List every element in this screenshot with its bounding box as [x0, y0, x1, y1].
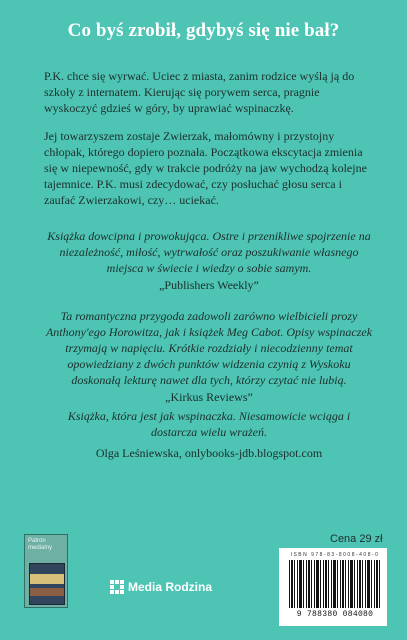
- blurb-paragraph-2: Jej towarzyszem zostaje Zwierzak, małomówny i przystojny chłopak, którego dopiero poznała. Początkowa ekscytacja zmienia się w niepewność, gdy w trakcie podróży na jaw wychodzą kolejne tajemnice. P.K. musi zdecydować, czy posłuchać głosu serca i zaufać Zwierzakowi, czy… uciekać.: [44, 129, 367, 207]
- review-quote-1: [44, 228, 374, 293]
- patron-magazine-image: [29, 563, 65, 605]
- blurb-paragraph-1: P.K. chce się wyrwać. Uciec z miasta, zanim rodzice wyślą ją do szkoły z internatem. Kierując się porywem serca, pragnie wyskoczyć gdzieś w góry, by uprawiać wspinaczkę.: [44, 69, 355, 115]
- publisher-logo: [110, 580, 212, 594]
- review-quote-2-source: „Kirkus Reviews”: [165, 390, 253, 404]
- cover-tagline: Co byś zrobił, gdybyś się nie bał?: [67, 20, 340, 41]
- review-quote-2-text: Ta romantyczna przygoda zadowoli zarówno wielbicieli prozy Anthony'ego Horowitza, jak i książek Meg Cabot. Opisy wspinaczek trzymają w napięciu. Krótkie rozdziały i niecodzienny temat opowiedziany z dwóch punktów widzenia czynią z Wyskoku doskonałą lekturę nawet dla tych, którzy czytać nie lubią.: [45, 309, 373, 387]
- review-quote-3-source: Olga Leśniewska, onlybooks-jdb.blogspot.com: [95, 446, 323, 460]
- media-patron-label: Patron medialny: [28, 538, 53, 551]
- barcode-number: 9 788380 084080: [296, 610, 374, 619]
- isbn-barcode: [279, 548, 387, 626]
- media-patron-badge: [24, 534, 68, 608]
- review-quote-3-text: Książka, która jest jak wspinaczka. Niesamowicie wciąga i dostarcza wielu wrażeń.: [67, 409, 351, 439]
- publisher-logo-icon: [110, 580, 124, 594]
- review-quote-1-source: „Publishers Weekly”: [159, 278, 259, 292]
- review-quote-1-text: Książka dowcipna i prowokująca. Ostre i przenikliwe spojrzenie na niezależność, miłość, wytrwałość oraz poszukiwanie własnego miejsca w świecie i wiedzy o sobie samym.: [47, 229, 371, 275]
- price-label: Cena 29 zł: [330, 533, 383, 545]
- review-quote-3: [44, 408, 374, 461]
- publisher-name: Media Rodzina: [128, 580, 213, 594]
- barcode-bars: [289, 560, 381, 608]
- review-quote-2: [44, 308, 374, 405]
- isbn-label: ISBN 978-83-8008-408-0: [290, 552, 380, 558]
